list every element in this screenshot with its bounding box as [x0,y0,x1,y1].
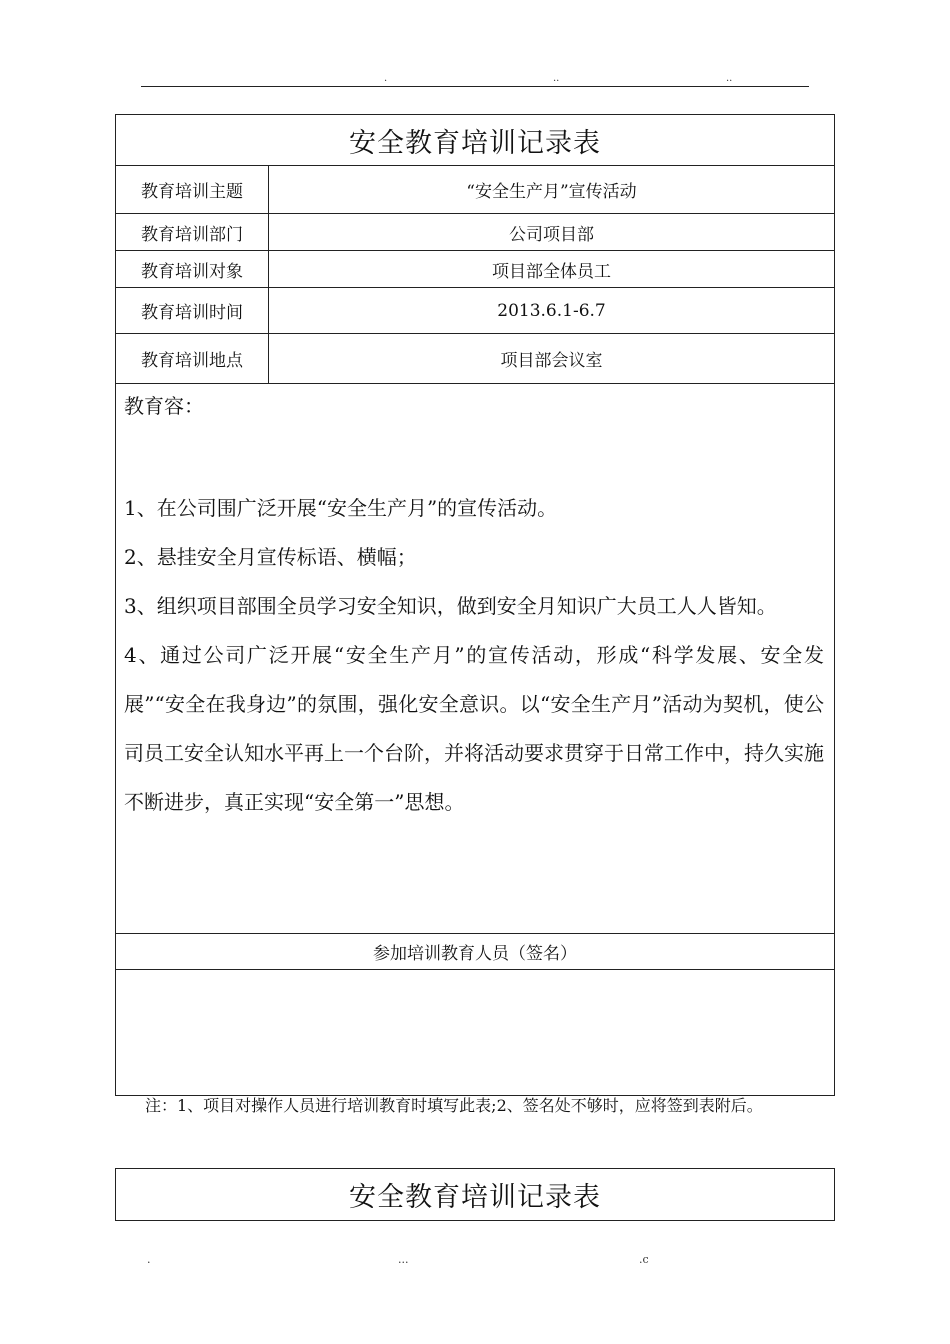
training-record-form [115,114,835,1096]
content-item: 2、悬挂安全月宣传标语、横幅； [124,545,417,569]
form-row-topic [116,166,835,214]
content-item: 1、在公司围广泛开展“安全生产月”的宣传活动。 [124,496,558,520]
form-row-time [116,288,835,334]
content-item: 3、组织项目部围全员学习安全知识，做到安全月知识广大员工人人皆知。 [124,594,777,618]
content-heading: 教育容： [124,394,204,418]
form-title: 安全教育培训记录表 [116,1169,835,1221]
audience-label: 教育培训对象 [116,251,269,288]
topic-label: 教育培训主题 [116,166,269,214]
header-mark: .. [553,73,560,84]
footer-mark: . [147,1253,151,1266]
department-value: 公司项目部 [269,214,835,251]
form-row-department [116,214,835,251]
header-mark: . [384,73,388,84]
training-record-form-2 [115,1168,835,1221]
content-item: 4、通过公司广泛开展“安全生产月”的宣传活动，形成“科学发展、安全发展”“安全在我身边”的氛围，强化安全意识。以“安全生产月”活动为契机，使公司员工安全认知水平再上一个台阶，并将活动要求贯穿于日常工作中，持久实施不断进步，真正实现“安全第一”思想。 [124,643,824,814]
location-label: 教育培训地点 [116,334,269,384]
signature-area[interactable] [116,970,835,1096]
form-note: 注：1、项目对操作人员进行培训教育时填写此表;2、签名处不够时，应将签到表附后。 [145,1096,763,1115]
content-section [116,384,835,934]
signature-heading: 参加培训教育人员（签名） [116,934,835,970]
form-title: 安全教育培训记录表 [116,115,835,166]
footer-mark: ... [398,1253,409,1266]
header-rule [141,86,809,87]
form-row-location [116,334,835,384]
location-value: 项目部会议室 [269,334,835,384]
time-value: 2013.6.1-6.7 [269,288,835,334]
header-mark: .. [726,73,733,84]
form-row-audience [116,251,835,288]
department-label: 教育培训部门 [116,214,269,251]
footer-mark: .c [639,1253,649,1266]
audience-value: 项目部全体员工 [269,251,835,288]
topic-value: “安全生产月”宣传活动 [269,166,835,214]
time-label: 教育培训时间 [116,288,269,334]
